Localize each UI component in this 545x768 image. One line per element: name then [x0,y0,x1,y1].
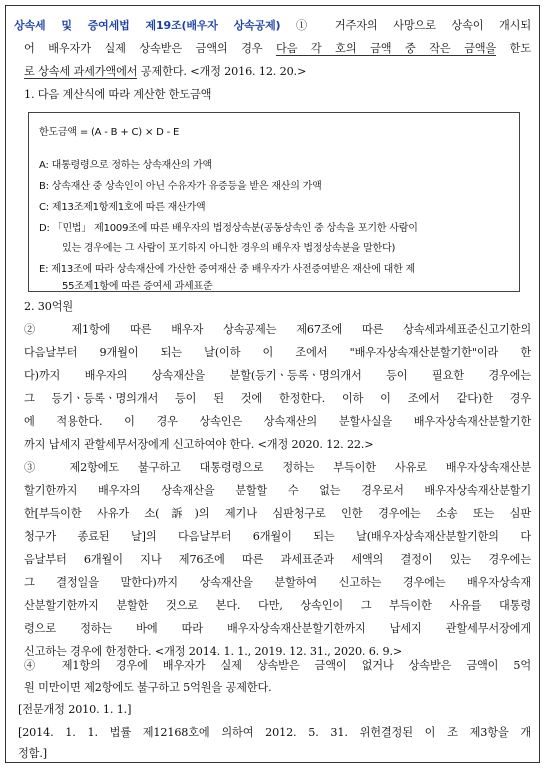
p2-line: 에 적용한다. 이 경우 상속인은 상속재산의 분할사실을 배우자상속재산분할기한 [24,415,531,428]
p2-line: 그 등기ㆍ등록ㆍ명의개서 등이 된 것에 한정한다. 이하 이 조에서 같다)한 경우 [24,392,531,405]
formula-term-e: E: 제13조에 따라 상속재산에 가산한 증여재산 중 배우자가 사전증여받은 재산에 대한 제 [39,264,416,275]
formula-term-b: B: 상속재산 중 상속인이 아닌 수유자가 유증등을 받은 재산의 가액 [39,181,322,192]
formula-expression: 한도금액 = (A - B + C) × D - E [39,127,180,138]
underlined-phrase: 다음 각 호의 금액 중 작은 금액을 [276,42,497,55]
paragraph-1-line-3: 로 상속세 과세가액에서 공제한다. <개정 2016. 12. 20.> [24,65,307,78]
unconstitutional-note: [2014. 1. 1. 법률 제12168호에 의하여 2012. 5. 31. 위헌결정된 이 조 제3항을 개 [18,726,531,739]
p2-line: 까지 납세지 관할세무서장에게 신고하여야 한다. <개정 2020. 12. 22.> [24,438,374,451]
formula-term-d: D: 「민법」 제1009조에 따른 배우자의 법정상속분(공동상속인 중 상속을 포기한 사람이 [39,223,418,234]
item-1: 1. 다음 계산식에 따라 계산한 한도금액 [24,88,212,101]
p4-line: ④ 제1항의 경우에 배우자가 실제 상속받은 금액이 없거나 상속받은 금액이 5억 [24,659,531,672]
formula-term-e-cont: 55조제1항에 따른 증여세 과세표준 [62,281,213,292]
p3-line: 령으로 정하는 바에 따라 배우자상속재산분할기한까지 납세지 관할세무서장에게 [24,622,531,635]
p2-line: 다)까지 배우자의 상속재산을 분할(등기ㆍ등록ㆍ명의개서 등이 필요한 경우에는 [24,369,531,382]
paragraph-1-line-1: 상속세 및 증여세법 제19조(배우자 상속공제) ① 거주자의 사망으로 상속이 개시되 [14,19,531,32]
formula-box [28,112,520,292]
p2-line: 다음날부터 9개월이 되는 날(이하 이 조에서 "배우자상속재산분할기한"이라 한 [24,346,531,359]
p4-line: 원 미만이면 제2항에도 불구하고 5억원을 공제한다. [24,681,272,694]
revision-note: [전문개정 2010. 1. 1.] [18,703,132,716]
p3-line: 할기한까지 배우자의 상속재산을 분할할 수 없는 경우로서 배우자상속재산분할기 [24,484,531,497]
p2-line: ② 제1항에 따른 배우자 상속공제는 제67조에 따른 상속세과세표준신고기한의 [24,323,531,336]
item-2: 2. 30억원 [24,300,74,313]
p3-line: 그 결정일을 말한다)까지 상속재산을 분할하여 신고하는 경우에는 배우자상속재 [24,576,531,589]
p3-line: ③ 제2항에도 불구하고 대통령령으로 정하는 부득이한 사유로 배우자상속재산분 [24,461,531,474]
article-title: 상속세 및 증여세법 제19조(배우자 상속공제) [14,19,281,32]
p3-line: 신고하는 경우에 한정한다. <개정 2014. 1. 1., 2019. 12. 31., 2020. 6. 9.> [24,645,403,658]
paragraph-1-line-2: 어 배우자가 실제 상속받은 금액의 경우 다음 각 호의 금액 중 작은 금액을 한도 [24,42,531,55]
unconstitutional-note-cont: 정함.] [18,747,47,760]
p3-line: 산분할기한까지 분할한 것으로 본다. 다만, 상속인이 그 부득이한 사유를 대통령 [24,599,531,612]
formula-term-c: C: 제13조제1항제1호에 따른 재산가액 [39,202,206,213]
underlined-phrase: 로 상속세 과세가액에서 [24,65,138,78]
formula-term-d-cont: 있는 경우에는 그 사람이 포기하지 아니한 경우의 배우자 법정상속분을 말한다) [62,243,396,254]
p3-line: 청구가 종료된 날]의 다음날부터 6개월이 되는 날(배우자상속재산분할기한의 다 [24,530,531,543]
p3-line: 한[부득이한 사유가 소(訴)의 제기나 심판청구로 인한 경우에는 소송 또는 심판 [24,507,531,520]
document-frame [5,5,540,763]
formula-term-a: A: 대통령령으로 정하는 상속재산의 가액 [39,160,212,171]
p3-line: 음날부터 6개월이 지나 제76조에 따른 과세표준과 세액의 결정이 있는 경우에는 [24,553,531,566]
